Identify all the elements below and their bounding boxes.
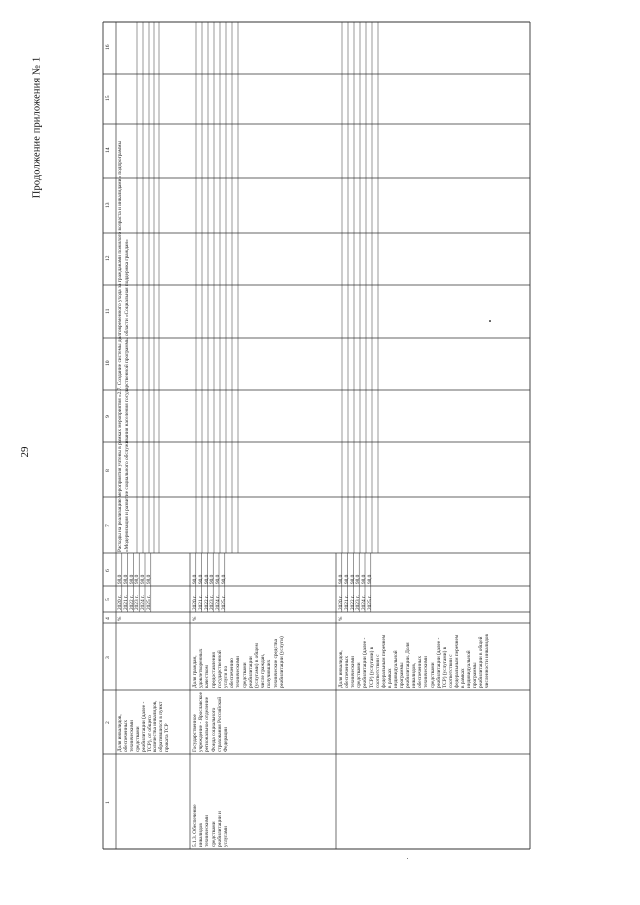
indicator-text-line: Доля граждан, <box>192 655 198 688</box>
column-header-1: 1 <box>105 800 111 804</box>
indicator-text-line: качеством <box>204 665 211 688</box>
column-header-2: 2 <box>105 721 111 724</box>
indicator-text-line: проката ТСР <box>164 723 171 752</box>
year-label: 2024 г. <box>215 595 222 610</box>
column-header-3: 3 <box>105 655 111 659</box>
indicator-text-line: предоставления <box>210 652 217 688</box>
indicator-text-line: техническими <box>423 655 430 688</box>
year-label: 2022 г. <box>128 595 135 610</box>
indicator-text-line: в рамках <box>460 668 466 688</box>
year-value: 98,0 <box>146 574 152 584</box>
year-label: 2023 г. <box>209 595 216 610</box>
indicator-text-line: инвалидов, <box>411 662 418 688</box>
year-label: 2022 г. <box>203 595 210 610</box>
year-label: 2023 г. <box>134 595 141 610</box>
indicator-text-line: индивидуальной <box>392 650 399 688</box>
year-label: 2021 г. <box>343 595 350 610</box>
indicator-text-line: ТСР), от общего <box>146 715 153 752</box>
indicator-text-line: техническими <box>350 655 357 688</box>
year-label: 2025 г. <box>146 595 152 610</box>
measure-text-line: реабилитации и <box>216 811 223 847</box>
year-value: 98,0 <box>122 574 129 584</box>
indicator-text-line: реабилитации. Доля <box>405 642 412 688</box>
page-header: Продолжение приложения № 1 <box>31 56 43 199</box>
executor-text-line: страхования Российской <box>216 696 223 752</box>
executor-text-line: учреждение - Ярославское <box>198 692 205 752</box>
year-label: 2020 г. <box>117 595 123 610</box>
indicator-text-line: техническими <box>235 655 242 688</box>
year-value: 98,0 <box>361 574 368 584</box>
column-header-8: 8 <box>105 468 111 472</box>
indicator-text-line: получивших <box>266 659 273 688</box>
activity-heading-line: Расходы на реализацию мероприятия учтены в рамках мероприятия «2.7. Создание системы долговременного ухода за гражданами пожилого возраста и инвалидами» подпрограммы <box>117 140 123 552</box>
scan-speck <box>489 320 491 322</box>
year-value: 98,0 <box>140 574 147 584</box>
year-label: 2024 г. <box>361 595 368 610</box>
column-header-6: 6 <box>105 568 111 572</box>
indicator-text-line: ТСР) (услугами) в <box>368 646 375 688</box>
indicator-text-line: реабилитации в общей <box>478 636 485 688</box>
indicator-text-line: численности инвалидов <box>484 634 491 688</box>
indicator-text-line: (услугами) в общем <box>254 643 260 688</box>
indicator-text-line: средствами <box>429 662 436 688</box>
column-header-15: 15 <box>105 95 111 101</box>
measure-text-line: техническими <box>204 814 211 847</box>
executor-text-line: Фонда социального <box>210 707 217 752</box>
year-value: 90,0 <box>221 574 227 584</box>
indicator-text-line: обратившихся в пункт <box>158 701 165 752</box>
indicator-text-line: реабилитации (далее - <box>435 637 442 688</box>
year-value: 90,0 <box>197 574 204 584</box>
indicator-text-line: услуги по <box>223 665 229 688</box>
column-header-9: 9 <box>105 415 111 418</box>
year-value: 90,0 <box>192 574 198 584</box>
measure-text-line: услугами <box>223 825 229 847</box>
indicator-text-line: программы <box>399 662 405 688</box>
indicator-text-line: обеспеченных <box>417 655 424 688</box>
unit-percent: % <box>117 616 123 621</box>
year-value: 98,0 <box>343 574 350 584</box>
executor-text-line: Государственное <box>192 714 198 752</box>
year-label: 2020 г. <box>338 595 344 610</box>
scan-speck <box>407 858 408 859</box>
year-label: 2023 г. <box>355 595 362 610</box>
column-header-14: 14 <box>105 147 111 153</box>
indicator-text-line: в рамках <box>386 668 393 688</box>
indicator-text-line: индивидуальной <box>466 650 473 688</box>
year-label: 2021 г. <box>197 595 204 610</box>
indicator-text-line: средствами <box>134 726 141 752</box>
year-value: 98,0 <box>338 574 344 584</box>
column-header-12: 12 <box>105 255 111 261</box>
year-label: 2024 г. <box>140 595 147 610</box>
year-label: 2022 г. <box>349 595 356 610</box>
indicator-text-line: удовлетворенных <box>198 648 205 688</box>
page-number: 29 <box>19 446 31 458</box>
indicator-text-line: соответствии с <box>447 654 454 688</box>
year-value: 90,0 <box>209 574 216 584</box>
year-value: 98,0 <box>367 574 373 584</box>
indicator-text-line: средствами <box>241 662 248 688</box>
column-header-7: 7 <box>105 524 111 527</box>
indicator-text-line: федеральным перечнем <box>453 634 460 688</box>
column-header-5: 5 <box>105 598 111 601</box>
indicator-text-line: средствами <box>356 662 363 688</box>
measure-text-line: средствами <box>210 821 217 847</box>
year-value: 90,0 <box>215 574 222 584</box>
column-header-16: 16 <box>105 44 111 50</box>
year-label: 2025 г. <box>367 595 373 610</box>
indicator-text-line: реабилитации <box>247 656 254 688</box>
indicator-text-line: обеспечению <box>229 658 236 688</box>
indicator-text-line: количества инвалидов, <box>152 700 159 752</box>
indicator-text-line: числе граждан, <box>260 653 267 688</box>
indicator-text-line: соответствии с <box>374 654 381 688</box>
indicator-text-line: Доля инвалидов, <box>117 714 123 752</box>
executor-text-line: региональное отделение <box>204 696 211 752</box>
measure-text-line: инвалидов <box>198 823 205 847</box>
unit-percent: % <box>192 616 198 621</box>
indicator-text-line: реабилитации (услуги) <box>278 636 285 688</box>
measure-text-line: 5.1.3. Обеспечение <box>192 804 198 847</box>
indicator-text-line: реабилитации (далее - <box>362 637 369 688</box>
year-value: 98,0 <box>349 574 356 584</box>
year-value: 98,0 <box>117 574 123 584</box>
indicator-text-line: обеспеченных <box>344 655 351 688</box>
unit-percent: % <box>338 616 344 621</box>
indicator-text-line: государственной <box>216 650 223 688</box>
indicator-text-line: реабилитации (далее - <box>140 701 147 752</box>
executor-text-line: Федерации <box>223 726 229 752</box>
indicator-text-line: обеспеченных <box>122 719 129 752</box>
year-value: 90,0 <box>203 574 210 584</box>
year-label: 2020 г. <box>192 595 198 610</box>
column-header-13: 13 <box>105 201 111 208</box>
indicator-text-line: Доля инвалидов, <box>338 650 344 688</box>
year-value: 98,0 <box>355 574 362 584</box>
indicator-text-line: программы <box>472 662 479 688</box>
column-header-4: 4 <box>105 616 111 620</box>
year-label: 2025 г. <box>221 595 227 610</box>
indicator-text-line: технические средства <box>272 639 279 688</box>
year-value: 98,0 <box>134 574 141 584</box>
indicator-text-line: техническими <box>128 719 135 752</box>
year-value: 98,0 <box>128 574 135 584</box>
year-label: 2021 г. <box>122 595 129 610</box>
activity-heading-line: «Модернизация и развитие социального обслуживания населения государственной программы области «Социальная поддержка граждан» <box>124 239 130 552</box>
indicator-text-line: ТСР) (услугами) в <box>441 646 448 688</box>
column-header-11: 11 <box>105 308 111 314</box>
column-header-10: 10 <box>105 360 111 366</box>
indicator-text-line: федеральным перечнем <box>380 634 387 688</box>
